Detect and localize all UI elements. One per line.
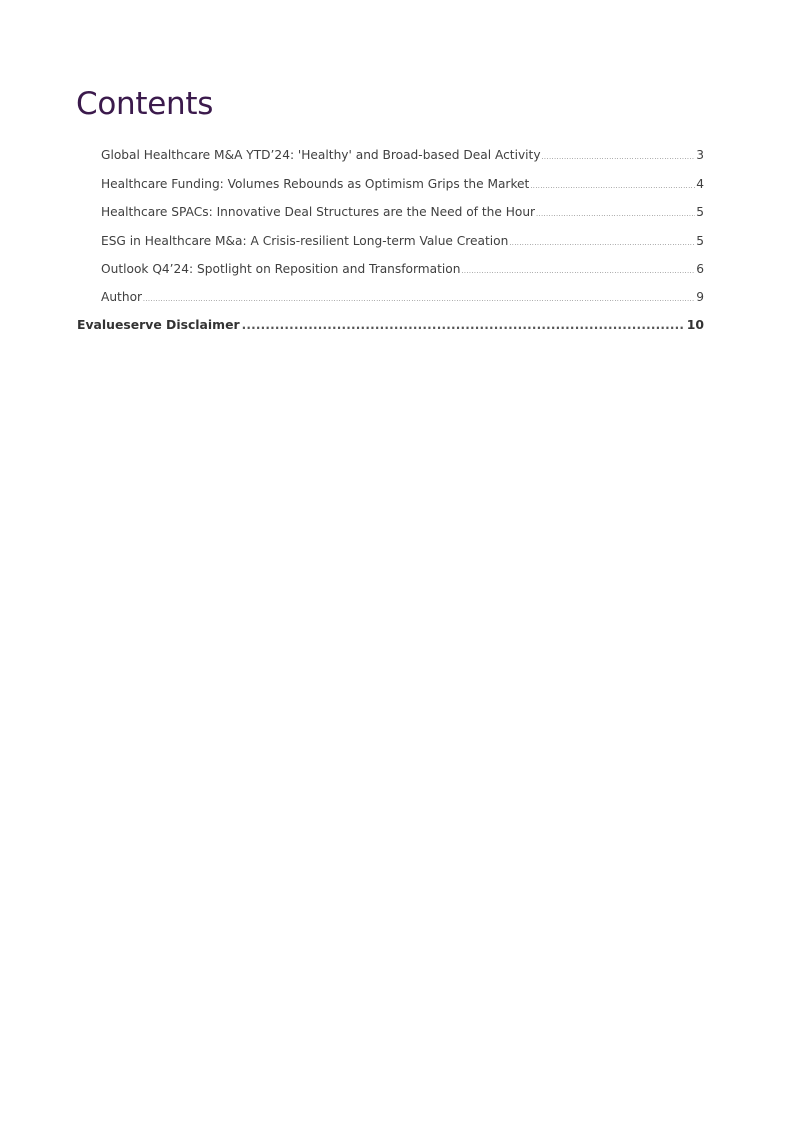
toc-entry-evalueserve-disclaimer[interactable] — [77, 317, 704, 333]
toc-entry-text: Outlook Q4’24: Spotlight on Reposition and Transformation — [101, 262, 461, 276]
toc-dot-leader — [462, 264, 696, 280]
toc-title: Contents — [76, 86, 214, 122]
toc-dot-leader — [509, 236, 695, 252]
toc-entry-page: 5 — [696, 234, 704, 248]
toc-entry-healthcare-spacs[interactable] — [101, 204, 704, 223]
toc-dot-leader — [536, 207, 695, 223]
toc-entry-text: Global Healthcare M&A YTD’24: 'Healthy' and Broad-based Deal Activity — [101, 148, 541, 162]
toc-entry-text: Healthcare Funding: Volumes Rebounds as Optimism Grips the Market — [101, 177, 530, 191]
toc-entry-text: Author — [101, 290, 143, 304]
toc-entry-author[interactable] — [101, 289, 704, 308]
toc-entry-page: 4 — [696, 177, 704, 191]
toc-entry-page: 10 — [686, 317, 704, 332]
toc-entry-page: 9 — [696, 290, 704, 304]
toc-entry-page: 5 — [696, 205, 704, 219]
toc-entry-text: Healthcare SPACs: Innovative Deal Structures are the Need of the Hour — [101, 205, 536, 219]
toc-dot-leader — [242, 317, 685, 333]
toc-entry-text: ESG in Healthcare M&a: A Crisis-resilient Long-term Value Creation — [101, 234, 509, 248]
toc-entry-healthcare-funding[interactable] — [101, 176, 704, 195]
toc-dot-leader — [542, 150, 696, 166]
toc-entry-outlook-q4[interactable] — [101, 261, 704, 280]
toc-entry-global-healthcare-ma[interactable] — [101, 147, 704, 166]
toc-dot-leader — [530, 179, 695, 195]
toc-dot-leader — [143, 292, 695, 308]
toc-entry-text: Evalueserve Disclaimer — [77, 317, 240, 332]
toc-entry-esg-healthcare[interactable] — [101, 233, 704, 252]
toc-entry-page: 3 — [696, 148, 704, 162]
toc-entry-page: 6 — [696, 262, 704, 276]
